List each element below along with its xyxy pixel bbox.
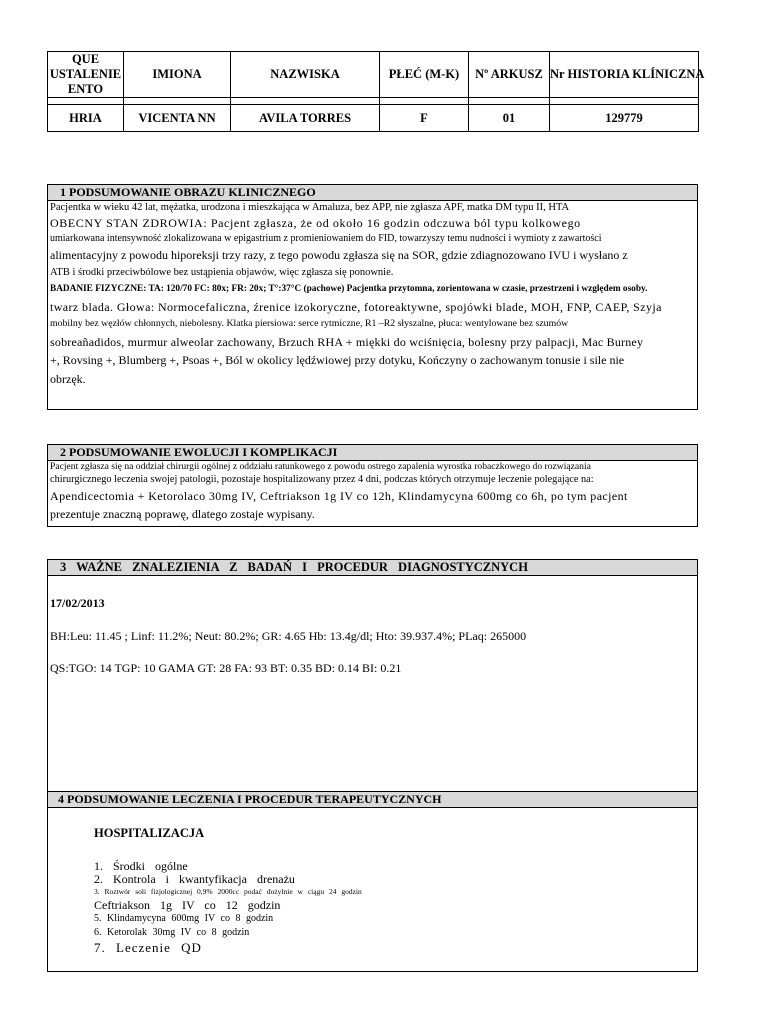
text-line: umiarkowana intensywność zlokalizowana w epigastrium z promieniowaniem do FID, towarzyszy temu nudności i wymioty z zawartości [50, 233, 602, 244]
text-line: ATB i środki przeciwbólowe bez ustąpienia objawów, więc zgłasza się ponownie. [50, 267, 394, 278]
text-line: chirurgicznego leczenia swojej patologii, pozostaje hospitalizowany przez 4 dni, podczas których otrzymuje leczenie polegające na: [50, 474, 594, 485]
col-label-arkusz: Nº ARKUSZ [469, 52, 550, 98]
col-label-historia: Nr HISTORIA KLÍNICZNA [550, 52, 699, 98]
treatment-item: 3. Roztwór soli fizjologicznej 0,9% 2000cc podać dożylnie w ciągu 24 godzin [94, 887, 362, 896]
text-line: +, Rovsing +, Blumberg +, Psoas +, Ból w okolicy lędźwiowej przy dotyku, Kończyny o zachowanym tonusie i sile nie [50, 353, 625, 367]
header-values-row [48, 105, 699, 132]
value-imiona: VICENTA NN [124, 105, 231, 132]
section-clinical-summary [47, 184, 698, 410]
section-title: 3 WAŻNE ZNALEZIENIA Z BADAŃ I PROCEDUR DIAGNOSTYCZNYCH [48, 560, 697, 576]
text-line: prezentuje znaczną poprawę, dlatego zostaje wypisany. [50, 507, 315, 521]
value-arkusz: 01 [469, 105, 550, 132]
text-line: OBECNY STAN ZDROWIA: Pacjent zgłasza, że od około 16 godzin odczuwa ból typu kolkowego [50, 216, 581, 230]
treatment-item: 7. Leczenie QD [94, 940, 202, 955]
text-line: Apendicectomia + Ketorolaco 30mg IV, Ceftriakson 1g IV co 12h, Klindamycyna 600mg co 6h, po tym pacjent [50, 489, 628, 503]
chemistry-line: QS:TGO: 14 TGP: 10 GAMA GT: 28 FA: 93 BT: 0.35 BD: 0.14 BI: 0.21 [50, 661, 402, 675]
section-diagnostic-findings [47, 559, 698, 791]
text-line: twarz blada. Głowa: Normocefaliczna, źrenice izokoryczne, fotoreaktywne, spojówki blade, MOH, FNP, CAEP, Szyja [50, 300, 662, 314]
findings-date: 17/02/2013 [50, 596, 105, 610]
text-line: obrzęk. [50, 372, 86, 386]
blood-count-line: BH:Leu: 11.45 ; Linf: 11.2%; Neut: 80.2%; GR: 4.65 Hb: 13.4g/dl; Hto: 39.937.4%; PLaq: 265000 [50, 629, 527, 643]
col-label-imiona: IMIONA [124, 52, 231, 98]
text-line: mobilny bez węzłów chłonnych, niebolesny. Klatka piersiowa: serce rytmiczne, R1 –R2 słyszalne, płuca: wentylowane bez szumów [50, 318, 569, 329]
value-nazwiska: AVILA TORRES [231, 105, 380, 132]
col1-line: ENTO [67, 82, 104, 96]
value-plec: F [380, 105, 469, 132]
treatment-item: 5. Klindamycyna 600mg IV co 8 godzin [94, 913, 274, 924]
treatment-item: 6. Ketorolak 30mg IV co 8 godzin [94, 927, 250, 938]
text-line: alimentacyjny z powodu hiporeksji trzy razy, z tego powodu zgłasza się na SOR, gdzie zdiagnozowano IVU i wysłano z [50, 248, 628, 262]
text-line: BADANIE FIZYCZNE: TA: 120/70 FC: 80x; FR: 20x; T°:37°C (pachowe) Pacjentka przytomna, zorientowana w czasie, przestrzeni i względem osoby. [50, 284, 648, 294]
text-line: Pacjent zgłasza się na oddział chirurgii ogólnej z oddziału ratunkowego z powodu ostrego zapalenia wyrostka robaczkowego do rozwiązania [50, 461, 591, 472]
section-evolution-summary [47, 444, 698, 527]
section-title: 2 PODSUMOWANIE EWOLUCJI I KOMPLIKACJI [48, 445, 697, 461]
value-ustalenie: HRIA [48, 105, 124, 132]
col1-line: USTALENIE [49, 67, 122, 81]
hospitalization-subtitle: HOSPITALIZACJA [94, 826, 205, 840]
treatment-item: 2. Kontrola i kwantyfikacja drenażu [94, 872, 295, 886]
col1-line: QUE [71, 52, 100, 66]
header-labels-row [48, 52, 699, 98]
treatment-item: Ceftriakson 1g IV co 12 godzin [94, 898, 281, 912]
text-line: sobreañadidos, murmur alweolar zachowany, Brzuch RHA + miękki do wciśnięcia, bolesny przy palpacji, Mac Burney [50, 335, 644, 349]
section-treatment-summary [47, 791, 698, 972]
col-label-nazwiska: NAZWISKA [231, 52, 380, 98]
value-historia: 129779 [550, 105, 699, 132]
col-label-que-ustalenie [48, 52, 124, 98]
col-label-plec: PŁEĆ (M-K) [380, 52, 469, 98]
text-line: Pacjentka w wieku 42 lat, mężatka, urodzona i mieszkająca w Amaluza, bez APP, nie zgłasza APF, matka DM typu II, HTA [50, 202, 570, 213]
section-title: 4 PODSUMOWANIE LECZENIA I PROCEDUR TERAPEUTYCZNYCH [48, 792, 697, 808]
patient-header-table [47, 51, 705, 132]
section-title: 1 PODSUMOWANIE OBRAZU KLINICZNEGO [48, 185, 697, 201]
treatment-item: 1. Środki ogólne [94, 859, 188, 873]
